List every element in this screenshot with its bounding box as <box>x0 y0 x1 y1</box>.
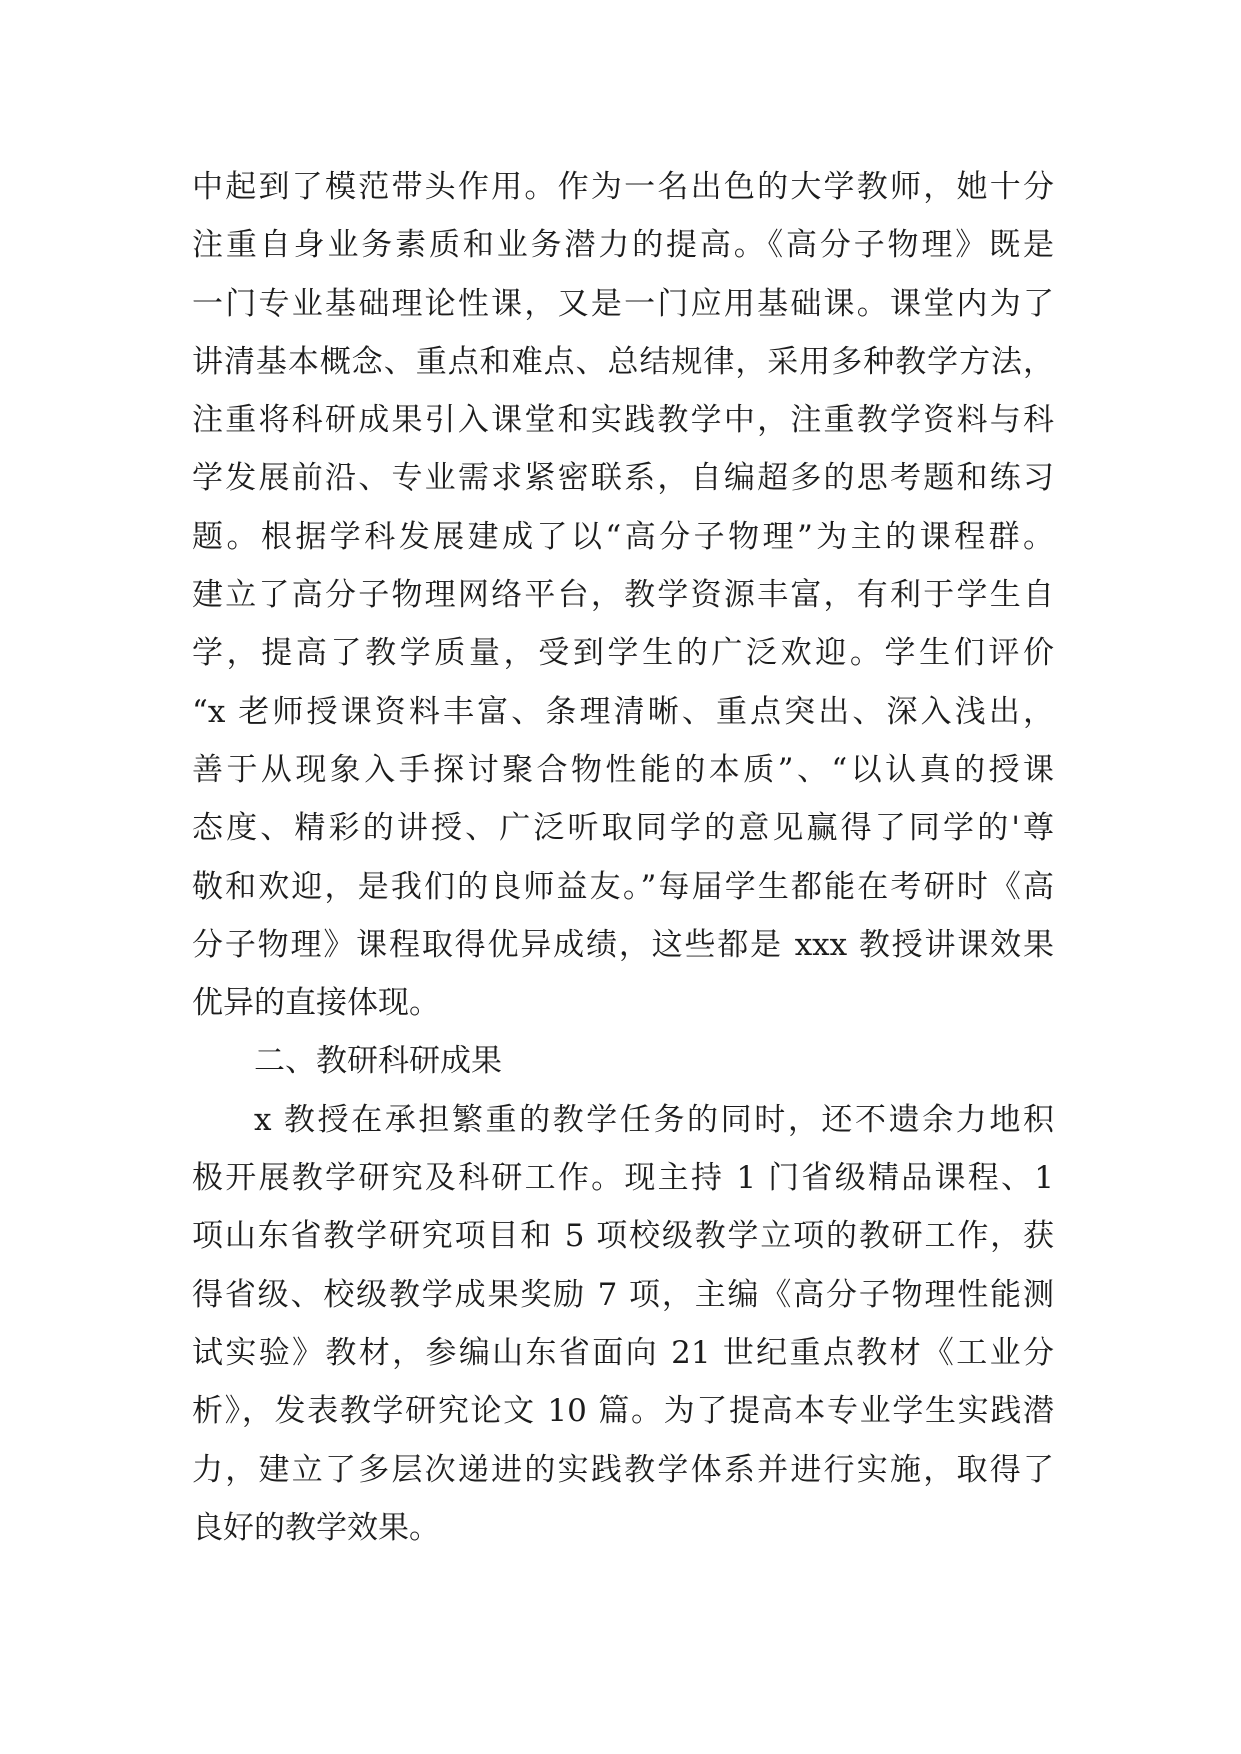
text-line: 建立了高分子物理网络平台，教学资源丰富，有利于学生自 <box>192 577 1054 614</box>
paragraph-1 <box>192 158 1054 1032</box>
text-line: “x 老师授课资料丰富、条理清晰、重点突出、深入浅出， <box>192 693 1054 730</box>
text-line: 一门专业基础理论性课，又是一门应用基础课。课堂内为了 <box>192 285 1054 322</box>
text-line: 优异的直接体现。 <box>192 985 440 1022</box>
text-line: 析》，发表教学研究论文 10 篇。为了提高本专业学生实践潜 <box>192 1393 1054 1430</box>
text-line: x 教授在承担繁重的教学任务的同时，还不遗余力地积 <box>254 1101 1054 1138</box>
text-line: 中起到了模范带头作用。作为一名出色的大学教师，她十分 <box>192 169 1054 205</box>
section-heading: 二、教研科研成果 <box>254 1043 502 1080</box>
text-line: 力，建立了多层次递进的实践教学体系并进行实施，取得了 <box>192 1451 1054 1488</box>
text-line: 敬和欢迎，是我们的良师益友。”每届学生都能在考研时《高 <box>192 868 1054 905</box>
paragraph-2 <box>192 1091 1054 1557</box>
document-body <box>192 158 1054 1557</box>
text-line: 学发展前沿、专业需求紧密联系，自编超多的思考题和练习 <box>192 460 1054 497</box>
text-line: 善于从现象入手探讨聚合物性能的本质”、“以认真的授课 <box>192 751 1054 788</box>
text-line: 项山东省教学研究项目和 5 项校级教学立项的教研工作，获 <box>192 1218 1054 1255</box>
text-line: 注重自身业务素质和业务潜力的提高。《高分子物理》既是 <box>192 227 1054 264</box>
text-line: 注重将科研成果引入课堂和实践教学中，注重教学资料与科 <box>192 402 1054 439</box>
text-line: 得省级、校级教学成果奖励 7 项，主编《高分子物理性能测 <box>192 1276 1054 1313</box>
text-line: 极开展教学研究及科研工作。现主持 1 门省级精品课程、1 <box>192 1160 1054 1197</box>
text-line: 学，提高了教学质量，受到学生的广泛欢迎。学生们评价 <box>192 635 1054 672</box>
text-line: 讲清基本概念、重点和难点、总结规律，采用多种教学方法， <box>192 343 1054 380</box>
text-line: 态度、精彩的讲授、广泛听取同学的意见赢得了同学的'尊 <box>192 810 1054 847</box>
text-line: 分子物理》课程取得优异成绩，这些都是 xxx 教授讲课效果 <box>192 926 1054 963</box>
text-line: 良好的教学效果。 <box>192 1509 440 1546</box>
text-line: 试实验》教材，参编山东省面向 21 世纪重点教材《工业分 <box>192 1334 1054 1371</box>
text-line: 题。根据学科发展建成了以“高分子物理”为主的课程群。 <box>192 518 1054 555</box>
